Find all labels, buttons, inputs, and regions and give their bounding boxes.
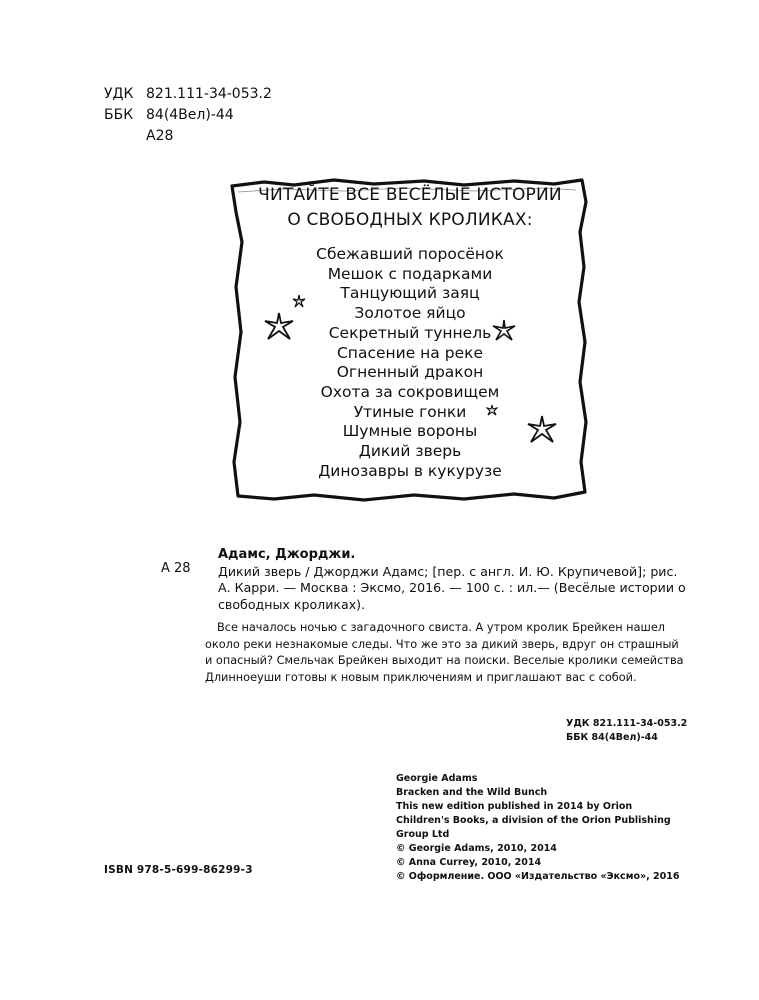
bibliographic-record (218, 547, 688, 613)
series-title: Сбежавший поросёнок (316, 245, 504, 263)
series-title: Огненный дракон (336, 363, 484, 382)
author-name: Адамс, Джорджи. (218, 547, 356, 562)
credit-line: Group Ltd (396, 829, 450, 840)
series-titles-list (240, 245, 580, 481)
series-title: Золотое яйцо (354, 304, 466, 323)
credit-line: © Оформление. ООО «Издательство «Эксмо», 2016 (396, 871, 680, 882)
series-title: Шумные вороны (342, 422, 478, 441)
credit-line: © Anna Currey, 2010, 2014 (396, 857, 542, 868)
bbk-small: ББК 84(4Вел)-44 (566, 732, 658, 743)
series-heading-line1: ЧИТАЙТЕ ВСЕ ВЕСЁЛЫЕ ИСТОРИИ (258, 185, 562, 205)
credit-line: Children's Books, a division of the Orion Publishing (396, 815, 671, 826)
bbk-label: ББК (104, 107, 134, 123)
biblio-index: А 28 (161, 561, 191, 576)
series-title: Секретный туннель (328, 323, 492, 342)
biblio-description: Дикий зверь / Джорджи Адамс; [пер. с англ. И. Ю. Крупичевой]; рис. А. Карри. — Москва : Эксмо, 2016. — 100 с. : ил.— (Весёлые истории о свободных кроликах). (218, 563, 686, 612)
series-title: Мешок с подарками (327, 264, 493, 283)
book-summary: Все началось ночью с загадочного свиста. А утром кролик Брейкен нашел около реки незнакомые следы. Что же это за дикий зверь, вдруг он страшный и опасный? Смельчак Брейкен выходит на поиски. Веселые кролики семейства Длинноеуши готовы к новым приключениям и приглашают вас с собой. (205, 621, 684, 684)
series-heading (240, 183, 580, 233)
series-title: Танцующий заяц (340, 284, 480, 303)
udk-value: 821.111-34-053.2 (146, 86, 272, 102)
classification-codes (104, 84, 272, 147)
series-title: Динозавры в кукурузе (318, 461, 502, 480)
copyright-credits (396, 772, 696, 884)
series-box (240, 183, 580, 481)
series-title: Охота за сокровищем (320, 382, 500, 401)
classification-codes-small (566, 717, 687, 745)
bbk-value: 84(4Вел)-44 (146, 107, 234, 123)
series-title: Дикий зверь (358, 442, 462, 461)
udk-label: УДК (104, 86, 134, 102)
author-mark: А28 (146, 128, 174, 144)
credit-line: Georgie Adams (396, 773, 478, 784)
udk-small: УДК 821.111-34-053.2 (566, 718, 688, 729)
isbn: ISBN 978-5-699-86299-3 (104, 864, 253, 876)
series-title: Спасение на реке (336, 343, 484, 362)
series-heading-line2: О СВОБОДНЫХ КРОЛИКАХ: (287, 210, 533, 230)
series-title: Утиные гонки (353, 402, 467, 421)
credit-line: © Georgie Adams, 2010, 2014 (396, 843, 557, 854)
credit-line: This new edition published in 2014 by Orion (396, 801, 633, 812)
credit-line: Bracken and the Wild Bunch (396, 787, 548, 798)
